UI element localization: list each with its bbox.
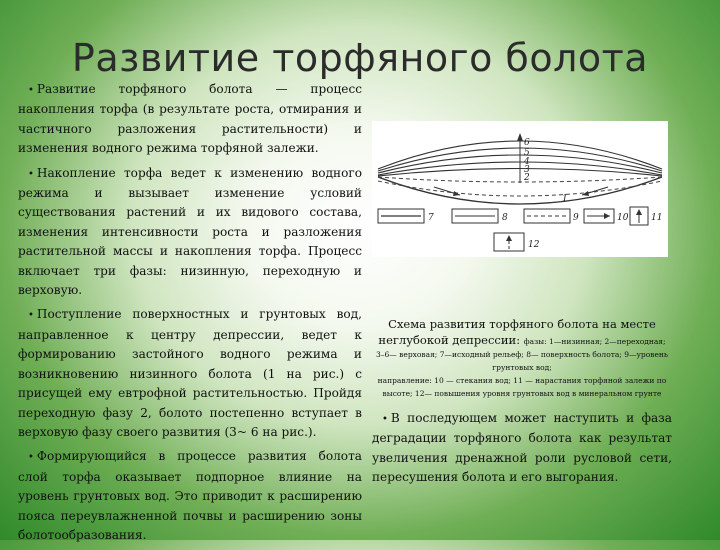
label-11: 11 <box>651 213 663 223</box>
caption-main: Схема развития торфяного болота на месте неглубокой депрессии: фазы: 1—низинная; 2—переходная; <box>378 317 666 347</box>
groundwater-level-1 <box>378 181 662 196</box>
figure-caption <box>372 316 672 400</box>
bullet-icon: • <box>382 414 388 425</box>
label-10: 10 <box>617 213 629 223</box>
caption-legend-2: 3–6— верховая; 7—исходный рельеф; 8— поверхность болота; 9—уровень грунтовых вод; <box>376 350 668 372</box>
paragraph-3: • Поступление поверхностных и грунтовых вод, направленное к центру депрессии, ведет к формированию застойного водного режима и возникновению низинного болота (1 на рис.) с присущей ему евтрофной растительностью. Пройдя переходную фазу 2, болото постепенно вступает в верховую фазу своего развития (3~ 6 на рис.). <box>18 307 362 439</box>
label-5: 5 <box>524 148 530 158</box>
label-8: 8 <box>502 213 508 223</box>
caption-legend-1: фазы: 1—низинная; 2—переходная; <box>523 337 666 346</box>
label-7: 7 <box>428 213 434 223</box>
label-12: 12 <box>528 240 540 250</box>
paragraph-5: • В последующем может наступить и фаза деградации торфяного болота как результат увеличения дренажной роли русловой сети, пересушения болота и его выгорания. <box>372 411 672 485</box>
right-text-block <box>372 409 672 488</box>
paragraph-4: • Формирующийся в процессе развития болота слой торфа оказывает подпорное влияние на уровень грунтовых вод. Это приводит к расширению пояса переувлажненной почвы и расширению зоны болотообразования. <box>18 449 362 542</box>
label-4: 4 <box>524 157 530 167</box>
label-9: 9 <box>573 213 579 223</box>
label-6: 6 <box>524 138 530 148</box>
paragraph-2: • Накопление торфа ведет к изменению водного режима и вызывает изменение условий существования растений и их видового состава, изменения интенсивности роста и разложения растительной массы и накопления торфа. Процесс включает три фазы: низинную, переходную и верховую. <box>18 165 362 298</box>
label-1: 1 <box>562 194 568 204</box>
bog-development-diagram <box>372 121 668 257</box>
bullet-icon: • <box>28 168 34 180</box>
bullet-icon: • <box>28 85 34 96</box>
bullet-icon: • <box>28 452 34 464</box>
caption-legend-3: направление: 10 — стекания вод; 11 — нарастания торфяной залежи по высоте; 12— повышения уровня грунтовых вод в минеральном грунте <box>377 376 667 398</box>
left-text-column <box>18 80 362 550</box>
bullet-icon: • <box>28 310 34 322</box>
paragraph-1: • Развитие торфяного болота — процесс накопления торфа (в результате роста, отмирания и частичного разложения растительности) и изменения водного режима торфяной залежи. <box>18 82 362 156</box>
slide-title: Развитие торфяного болота <box>71 36 649 80</box>
label-3: 3 <box>524 165 530 175</box>
diagram-svg <box>372 121 668 257</box>
label-2: 2 <box>524 173 530 183</box>
